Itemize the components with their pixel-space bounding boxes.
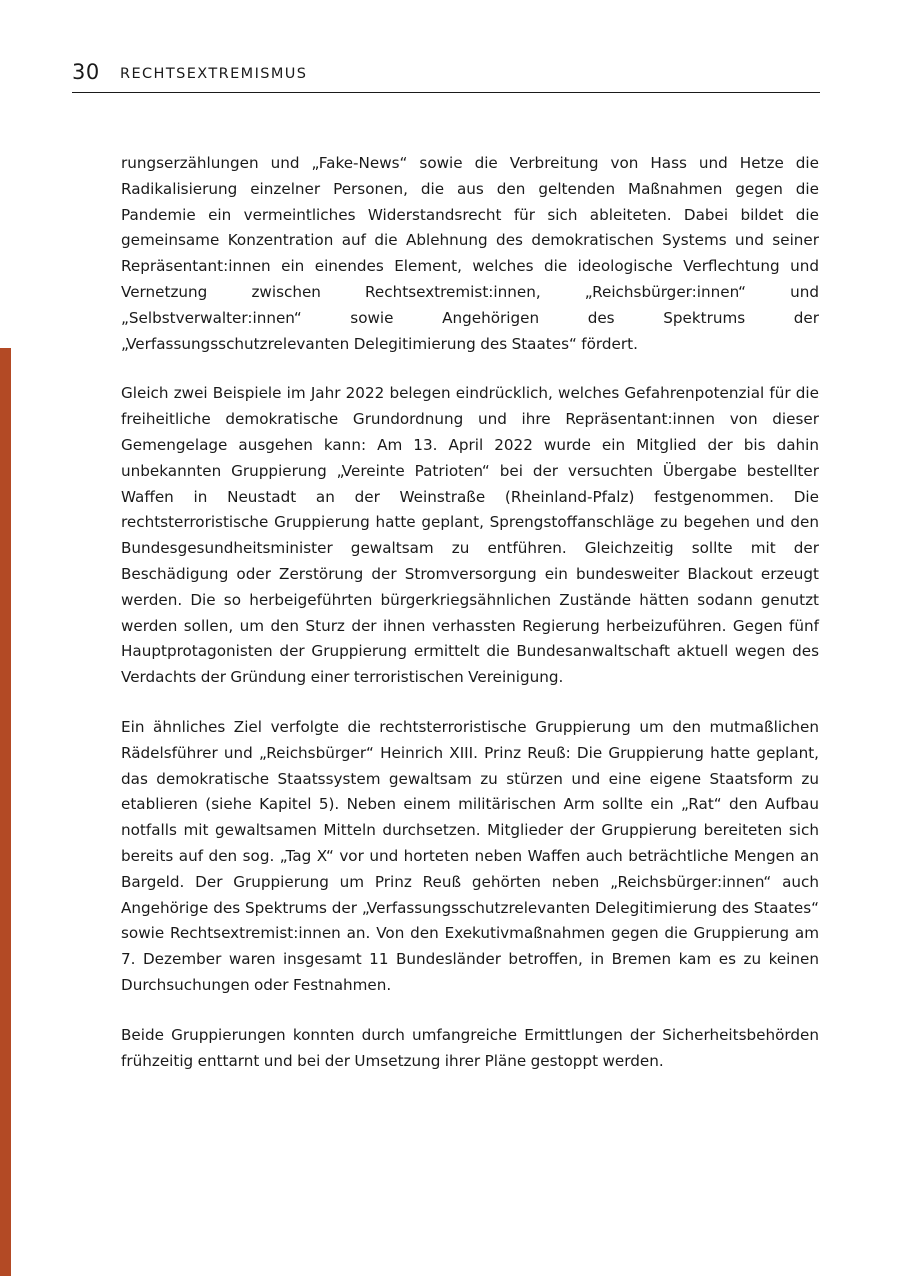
body-text	[121, 151, 819, 1098]
paragraph: Ein ähnliches Ziel verfolgte die rechtsterroristische Gruppierung um den mutmaßlichen Rädelsführer und „Reichsbürger“ Heinrich XIII. Prinz Reuß: Die Gruppierung hatte geplant, das demokratische Staatssystem gewaltsam zu stürzen und eine eigene Staatsform zu etablieren (siehe Kapitel 5). Neben einem militärischen Arm sollte ein „Rat“ den Aufbau notfalls mit gewaltsamen Mitteln durchsetzen. Mitglieder der Gruppierung bereiteten sich bereits auf den sog. „Tag X“ vor und horteten neben Waffen auch beträchtliche Mengen an Bargeld. Der Gruppierung um Prinz Reuß gehörten neben „Reichsbürger:innen“ auch Angehörige des Spektrums der „Verfassungsschutzrelevanten Delegitimierung des Staates“ sowie Rechtsextremist:innen an. Von den Exekutivmaßnahmen gegen die Gruppierung am 7. Dezember waren insgesamt 11 Bundesländer betroffen, in Bremen kam es zu keinen Durchsuchungen oder Festnahmen.	[121, 717, 819, 994]
page-header	[72, 58, 820, 93]
page-number: 30	[72, 60, 100, 84]
paragraph: rungserzählungen und „Fake-News“ sowie die Verbreitung von Hass und Hetze die Radikalisierung einzelner Personen, die aus den geltenden Maßnahmen gegen die Pandemie ein vermeintliches Widerstandsrecht für sich ableiteten. Dabei bildet die gemeinsame Konzentration auf die Ablehnung des demokratischen Systems und seiner Repräsentant:innen ein einendes Element, welches die ideologische Verflechtung und Vernetzung zwischen Rechtsextremist:innen, „Reichsbürger:innen“ und „Selbstverwalter:innen“ sowie Angehörigen des Spektrums der „Verfassungsschutzrelevanten Delegitimierung des Staates“ fördert.	[121, 154, 819, 353]
paragraph: Gleich zwei Beispiele im Jahr 2022 belegen eindrücklich, welches Gefahrenpotenzial für die freiheitliche demokratische Grundordnung und ihre Repräsentant:innen von dieser Gemengelage ausgehen kann: Am 13. April 2022 wurde ein Mitglied der bis dahin unbekannten Gruppierung „Vereinte Patrioten“ bei der versuchten Übergabe bestellter Waffen in Neustadt an der Weinstraße (Rheinland-Pfalz) festgenommen. Die rechtsterroristische Gruppierung hatte geplant, Sprengstoffanschläge zu begehen und den Bundesgesundheitsminister gewaltsam zu entführen. Gleichzeitig sollte mit der Beschädigung oder Zerstörung der Stromversorgung ein bundesweiter Blackout erzeugt werden. Die so herbeigeführten bürgerkriegsähnlichen Zustände hätten sodann genutzt werden sollen, um den Sturz der ihnen verhassten Regierung herbeizuführen. Gegen fünf Hauptprotagonisten der Gruppierung ermittelt die Bundesanwaltschaft aktuell wegen des Verdachts der Gründung einer terroristischen Vereinigung.	[121, 384, 819, 687]
paragraph: Beide Gruppierungen konnten durch umfangreiche Ermittlungen der Sicherheitsbehörden frühzeitig enttarnt und bei der Umsetzung ihrer Pläne gestoppt werden.	[121, 1025, 819, 1070]
chapter-color-bar	[0, 348, 11, 1276]
running-title: RECHTSEXTREMISMUS	[120, 66, 308, 82]
